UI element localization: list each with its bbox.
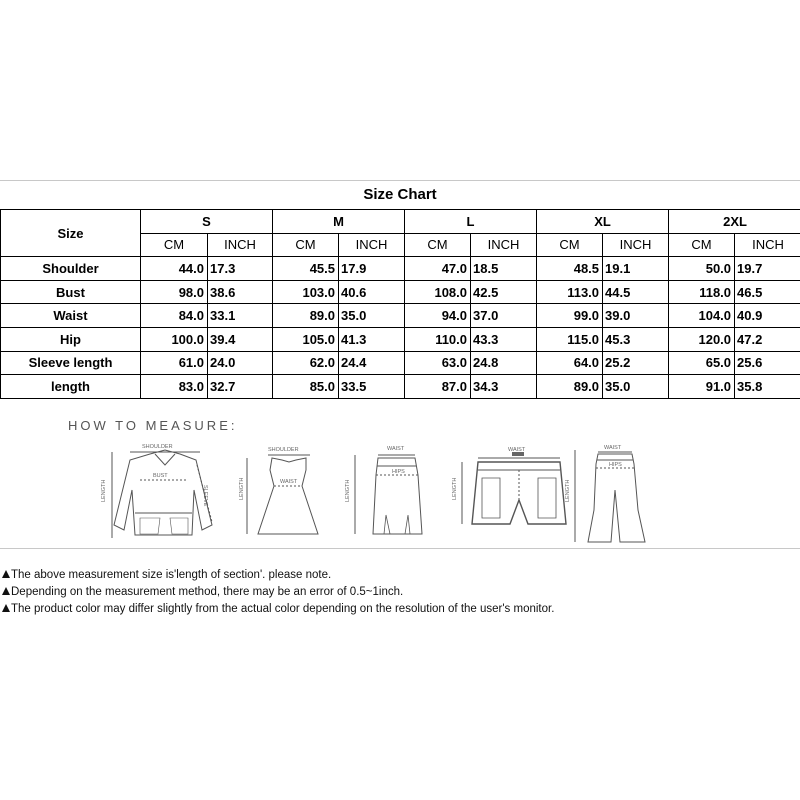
inch-value: 19.1 xyxy=(603,257,669,281)
length-label: LENGTH xyxy=(452,477,458,500)
row-label: Sleeve length xyxy=(1,351,141,375)
triangle-bullet-icon xyxy=(2,604,10,612)
unit-inch: INCH xyxy=(603,233,669,257)
cm-value: 118.0 xyxy=(669,280,735,304)
inch-value: 17.3 xyxy=(208,257,273,281)
waist-label: WAIST xyxy=(280,479,298,485)
inch-value: 34.3 xyxy=(471,375,537,399)
cm-value: 61.0 xyxy=(141,351,208,375)
cm-value: 120.0 xyxy=(669,327,735,351)
inch-value: 24.0 xyxy=(208,351,273,375)
cm-value: 89.0 xyxy=(537,375,603,399)
table-row xyxy=(1,327,800,351)
inch-value: 41.3 xyxy=(339,327,405,351)
note-item xyxy=(2,601,554,618)
row-label: Bust xyxy=(1,280,141,304)
cm-value: 110.0 xyxy=(405,327,471,351)
bust-label: BUST xyxy=(153,473,168,479)
inch-value: 45.3 xyxy=(603,327,669,351)
shorts-figure xyxy=(462,458,566,524)
cm-value: 108.0 xyxy=(405,280,471,304)
jacket-collar-icon xyxy=(155,454,175,465)
length-label: LENGTH xyxy=(239,477,245,500)
cm-value: 89.0 xyxy=(273,304,339,328)
waist-label: WAIST xyxy=(604,445,622,451)
row-label: Shoulder xyxy=(1,257,141,281)
size-header-l: L xyxy=(405,210,537,234)
length-label: LENGTH xyxy=(345,479,351,502)
inch-value: 25.2 xyxy=(603,351,669,375)
size-header-m: M xyxy=(273,210,405,234)
unit-cm: CM xyxy=(141,233,208,257)
skirt-slit-icon xyxy=(405,515,410,534)
inch-value: 37.0 xyxy=(471,304,537,328)
waist-label: WAIST xyxy=(508,447,526,453)
cm-value: 99.0 xyxy=(537,304,603,328)
cm-value: 62.0 xyxy=(273,351,339,375)
cm-value: 103.0 xyxy=(273,280,339,304)
cm-value: 48.5 xyxy=(537,257,603,281)
bottom-divider xyxy=(0,548,800,549)
cm-value: 84.0 xyxy=(141,304,208,328)
size-header-s: S xyxy=(141,210,273,234)
inch-value: 38.6 xyxy=(208,280,273,304)
inch-value: 33.5 xyxy=(339,375,405,399)
unit-cm: CM xyxy=(669,233,735,257)
shorts-pocket-icon xyxy=(482,478,500,518)
inch-value: 35.8 xyxy=(735,375,800,399)
cm-value: 83.0 xyxy=(141,375,208,399)
inch-value: 33.1 xyxy=(208,304,273,328)
cm-value: 115.0 xyxy=(537,327,603,351)
inch-value: 44.5 xyxy=(603,280,669,304)
cm-value: 45.5 xyxy=(273,257,339,281)
skirt-slit-icon xyxy=(384,515,390,534)
shoulder-label: SHOULDER xyxy=(268,447,299,453)
cm-value: 104.0 xyxy=(669,304,735,328)
size-table xyxy=(0,209,800,399)
how-to-measure-heading: HOW TO MEASURE: xyxy=(68,418,238,433)
sleeve-label: SLEEVE xyxy=(202,485,208,507)
size-header-2xl: 2XL xyxy=(669,210,800,234)
row-label: Hip xyxy=(1,327,141,351)
note-item xyxy=(2,567,554,584)
inch-value: 35.0 xyxy=(603,375,669,399)
inch-value: 32.7 xyxy=(208,375,273,399)
note-text: The above measurement size is'length of section'. please note. xyxy=(11,569,332,581)
size-column-header: Size xyxy=(1,210,141,257)
notes-list xyxy=(2,567,554,618)
cm-value: 65.0 xyxy=(669,351,735,375)
note-text: The product color may differ slightly from the actual color depending on the resolution of the user's monitor. xyxy=(11,603,555,615)
inch-value: 39.0 xyxy=(603,304,669,328)
unit-cm: CM xyxy=(273,233,339,257)
skirt-figure xyxy=(355,455,422,534)
length-label: LENGTH xyxy=(101,479,107,502)
table-row xyxy=(1,351,800,375)
hips-label: HIPS xyxy=(609,462,622,468)
shoulder-label: SHOULDER xyxy=(142,444,173,450)
cm-value: 47.0 xyxy=(405,257,471,281)
inch-value: 46.5 xyxy=(735,280,800,304)
row-label: length xyxy=(1,375,141,399)
unit-inch: INCH xyxy=(735,233,800,257)
table-row xyxy=(1,257,800,281)
jacket-figure xyxy=(112,450,212,538)
cm-value: 105.0 xyxy=(273,327,339,351)
cm-value: 64.0 xyxy=(537,351,603,375)
cm-value: 44.0 xyxy=(141,257,208,281)
cm-value: 100.0 xyxy=(141,327,208,351)
unit-cm: CM xyxy=(405,233,471,257)
note-item xyxy=(2,584,554,601)
cm-value: 85.0 xyxy=(273,375,339,399)
size-header-row xyxy=(1,210,800,234)
table-row xyxy=(1,280,800,304)
page-title: Size Chart xyxy=(363,186,437,203)
cm-value: 94.0 xyxy=(405,304,471,328)
cm-value: 50.0 xyxy=(669,257,735,281)
inch-value: 24.4 xyxy=(339,351,405,375)
note-text: Depending on the measurement method, there may be an error of 0.5~1inch. xyxy=(11,586,404,598)
inch-value: 24.8 xyxy=(471,351,537,375)
hips-label: HIPS xyxy=(392,469,405,475)
inch-value: 35.0 xyxy=(339,304,405,328)
jacket-pocket-icon xyxy=(140,518,188,534)
cm-value: 91.0 xyxy=(669,375,735,399)
waist-label: WAIST xyxy=(387,446,405,452)
inch-value: 43.3 xyxy=(471,327,537,351)
cm-value: 113.0 xyxy=(537,280,603,304)
inch-value: 40.6 xyxy=(339,280,405,304)
shorts-pocket-icon xyxy=(538,478,556,518)
dress-outline-icon xyxy=(258,458,318,534)
cm-value: 63.0 xyxy=(405,351,471,375)
dress-figure xyxy=(247,455,318,534)
unit-inch: INCH xyxy=(208,233,273,257)
unit-inch: INCH xyxy=(339,233,405,257)
unit-inch: INCH xyxy=(471,233,537,257)
inch-value: 19.7 xyxy=(735,257,800,281)
table-row xyxy=(1,375,800,399)
row-label: Waist xyxy=(1,304,141,328)
inch-value: 42.5 xyxy=(471,280,537,304)
top-divider xyxy=(0,180,800,181)
triangle-bullet-icon xyxy=(2,587,10,595)
cm-value: 87.0 xyxy=(405,375,471,399)
size-header-xl: XL xyxy=(537,210,669,234)
table-row xyxy=(1,304,800,328)
inch-value: 18.5 xyxy=(471,257,537,281)
unit-cm: CM xyxy=(537,233,603,257)
inch-value: 17.9 xyxy=(339,257,405,281)
inch-value: 40.9 xyxy=(735,304,800,328)
inch-value: 39.4 xyxy=(208,327,273,351)
measurement-illustrations xyxy=(0,430,800,548)
triangle-bullet-icon xyxy=(2,570,10,578)
length-label: LENGTH xyxy=(565,479,571,502)
cm-value: 98.0 xyxy=(141,280,208,304)
inch-value: 25.6 xyxy=(735,351,800,375)
inch-value: 47.2 xyxy=(735,327,800,351)
